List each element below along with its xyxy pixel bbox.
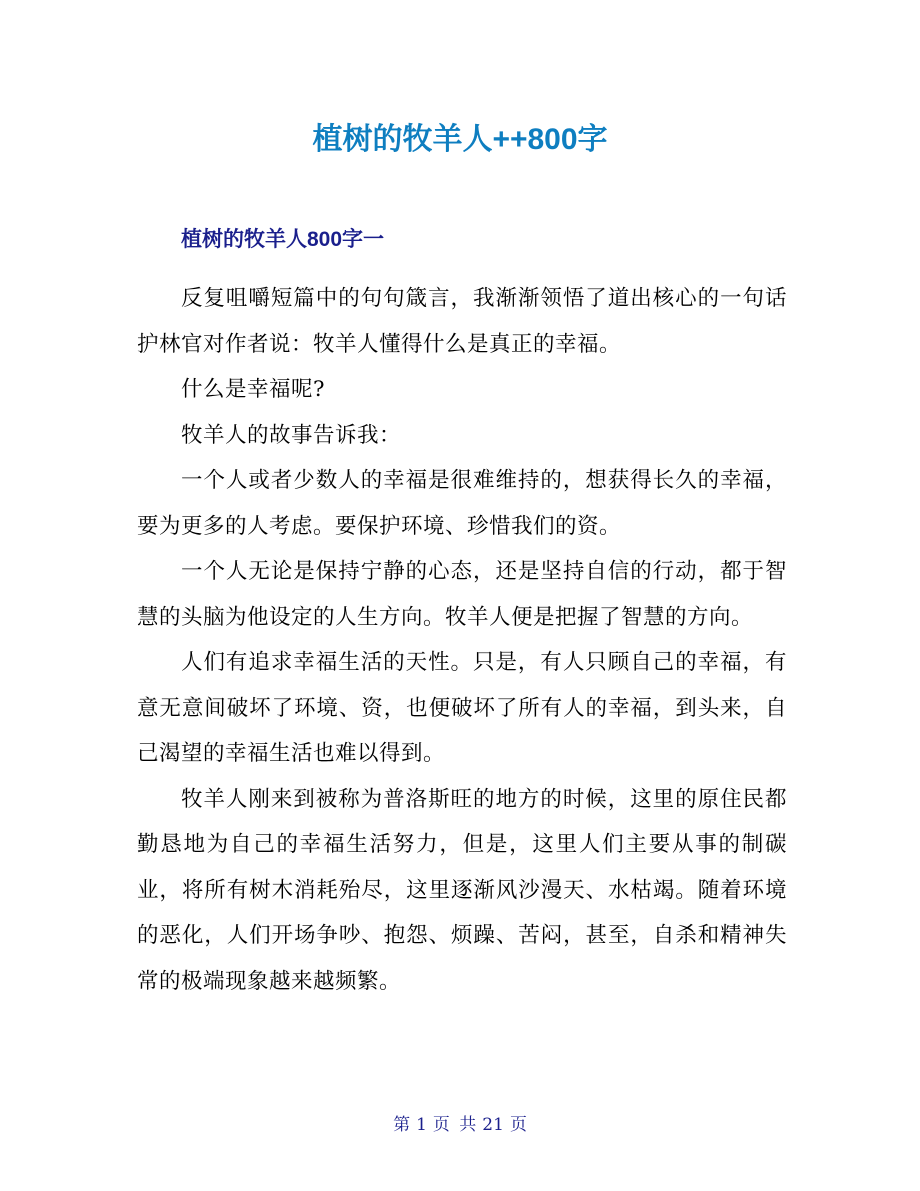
paragraph-5: 一个人无论是保持宁静的心态，还是坚持自信的行动，都于智慧的头脑为他设定的人生方向。牧羊人便是把握了智慧的方向。 [137,559,787,630]
section-heading: 植树的牧羊人800字一 [181,228,385,251]
footer-total-pages: 21 [482,1115,504,1135]
footer-mid: 页 共 [432,1115,477,1135]
footer-suffix: 页 [509,1115,527,1135]
paragraph-2: 什么是幸福呢? [181,377,326,402]
document-body [137,276,787,1004]
paragraph-7: 牧羊人刚来到被称为普洛斯旺的地方的时候，这里的原住民都勤恳地为自己的幸福生活努力，但是，这里人们主要从事的制碳业，将所有树木消耗殆尽，这里逐渐风沙漫天、水枯竭。随着环境的恶化，人们开场争吵、抱怨、烦躁、苦闷，甚至，自杀和精神失常的极端现象越来越频繁。 [137,786,787,994]
paragraph-6: 人们有追求幸福生活的天性。只是，有人只顾自己的幸福，有意无意间破坏了环境、资，也便破坏了所有人的幸福，到头来，自己渴望的幸福生活也难以得到。 [137,650,787,766]
paragraph-1: 反复咀嚼短篇中的句句箴言，我渐渐领悟了道出核心的一句话护林官对作者说：牧羊人懂得什么是真正的幸福。 [137,286,787,357]
page-footer [0,1112,920,1138]
document-title: 植树的牧羊人++800字 [312,123,608,156]
paragraph-4: 一个人或者少数人的幸福是很难维持的，想获得长久的幸福，要为更多的人考虑。要保护环境、珍惜我们的资。 [137,468,787,539]
footer-prefix: 第 [393,1115,411,1135]
footer-current-page: 1 [416,1115,427,1135]
paragraph-3: 牧羊人的故事告诉我： [181,422,402,448]
